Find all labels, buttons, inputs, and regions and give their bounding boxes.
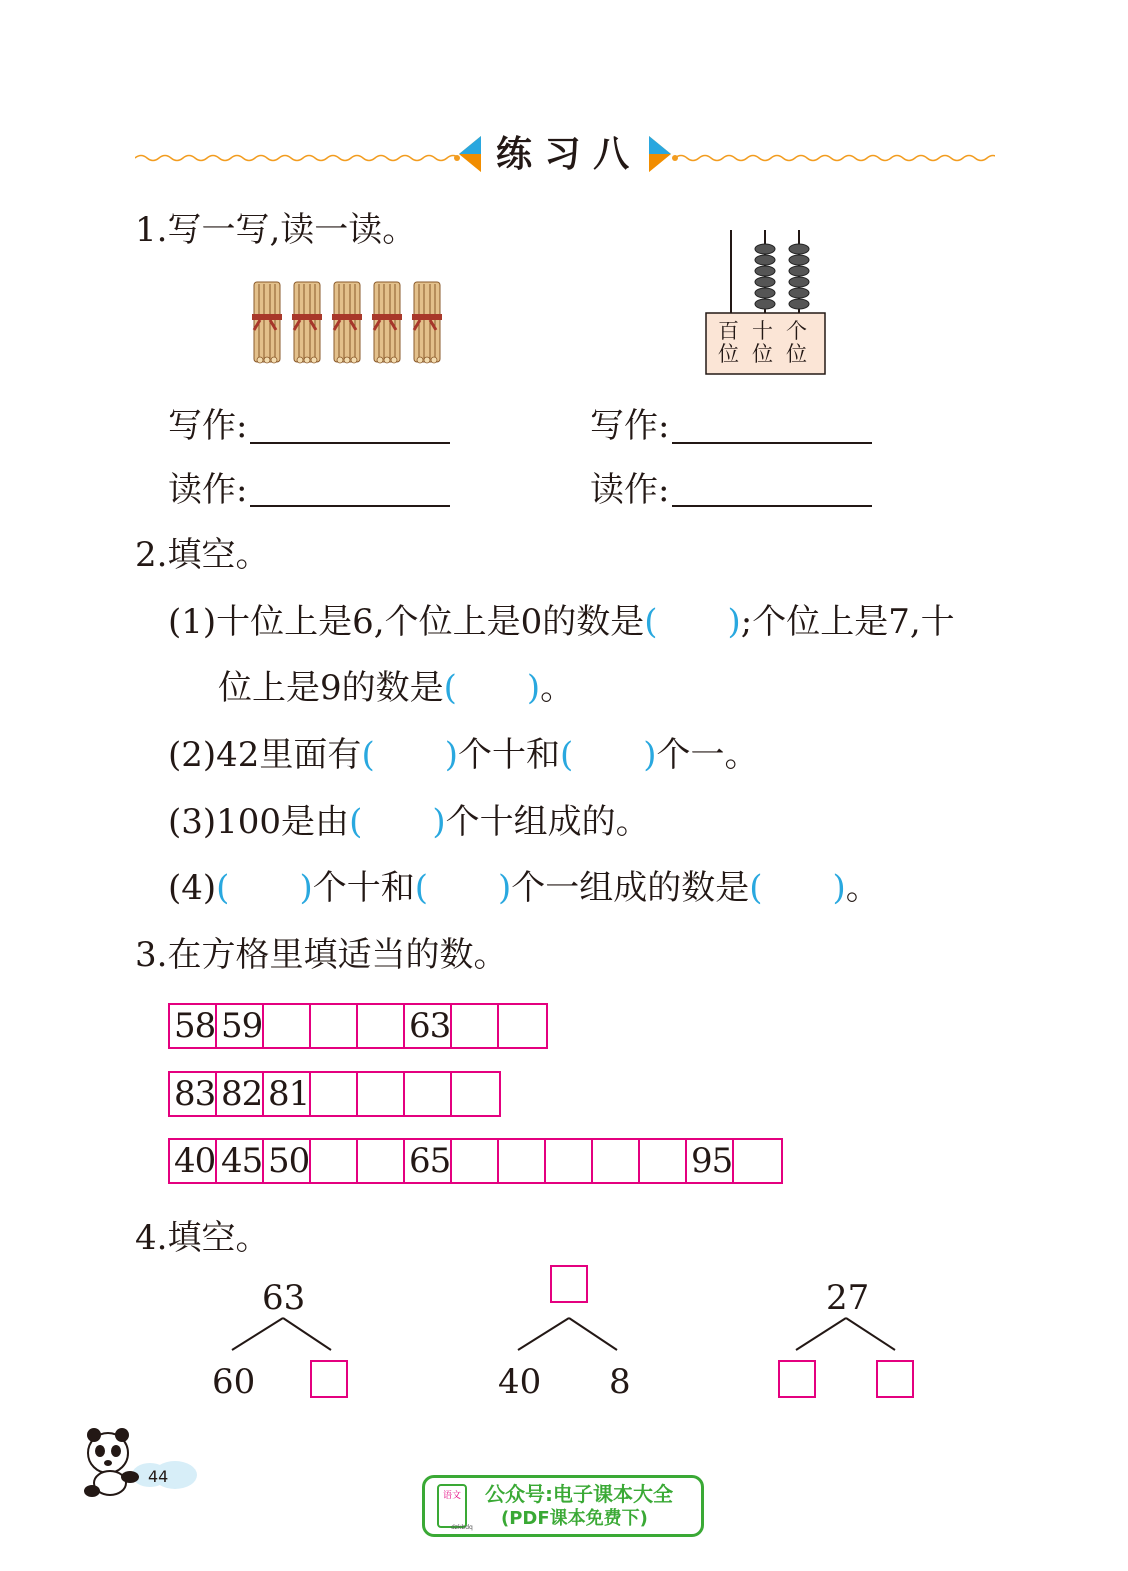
grid-cell: 45: [217, 1140, 264, 1182]
grid-cell: 83: [170, 1073, 217, 1115]
q2-part2: (2)42里面有( )个十和( )个一。: [168, 735, 759, 775]
place-label-tens: 十位: [752, 319, 773, 366]
grid-cell[interactable]: [311, 1005, 358, 1047]
tree3-right-box[interactable]: [876, 1360, 914, 1398]
grid-cell: 50: [264, 1140, 311, 1182]
left-triangle-icon: [455, 134, 485, 174]
badge-line1: 公众号:电子课本大全: [485, 1482, 673, 1506]
stick-bundles-image: [250, 280, 450, 370]
grid-cell: 82: [217, 1073, 264, 1115]
blank-open: (: [644, 602, 658, 642]
q2-part3: (3)100是由( )个十组成的。: [168, 802, 650, 842]
q1-read-label-left: 读作:: [168, 470, 248, 510]
page-number: 44: [148, 1467, 169, 1486]
grid-cell: 58: [170, 1005, 217, 1047]
grid-cell: 65: [405, 1140, 452, 1182]
grid-cell[interactable]: [311, 1140, 358, 1182]
q3-grid-row3: [168, 1138, 783, 1184]
grid-cell[interactable]: [452, 1140, 499, 1182]
grid-cell: 63: [405, 1005, 452, 1047]
tree3-left-box[interactable]: [778, 1360, 816, 1398]
q2-part1-line1: (1)十位上是6,个位上是0的数是( );个位上是7,十: [168, 602, 955, 642]
tree2-top-box[interactable]: [550, 1265, 588, 1303]
tree1-left: 60: [212, 1362, 256, 1402]
grid-cell[interactable]: [593, 1140, 640, 1182]
q3-label: 3.在方格里填适当的数。: [135, 935, 508, 975]
tree2-left: 40: [498, 1362, 542, 1402]
page-title: 练 习 八: [496, 134, 630, 175]
wechat-badge: [422, 1475, 704, 1537]
q1-write-answer-right[interactable]: [672, 442, 872, 444]
grid-cell[interactable]: [499, 1005, 546, 1047]
grid-cell[interactable]: [311, 1073, 358, 1115]
q1-read-label-right: 读作:: [590, 470, 670, 510]
grid-cell[interactable]: [499, 1140, 546, 1182]
grid-cell[interactable]: [358, 1073, 405, 1115]
panda-icon: [80, 1425, 200, 1505]
q4-label: 4.填空。: [135, 1218, 270, 1258]
grid-cell[interactable]: [734, 1140, 781, 1182]
grid-cell: 81: [264, 1073, 311, 1115]
q1-write-label-left: 写作:: [168, 406, 248, 446]
grid-cell[interactable]: [452, 1005, 499, 1047]
grid-cell[interactable]: [405, 1073, 452, 1115]
tree1-top: 63: [262, 1278, 306, 1318]
q2-part4: (4)( )个十和( )个一组成的数是( )。: [168, 868, 880, 908]
grid-cell: 95: [687, 1140, 734, 1182]
place-label-hundreds: 百位: [718, 319, 739, 366]
badge-small-text: dzkbdq: [451, 1524, 473, 1531]
grid-cell: 40: [170, 1140, 217, 1182]
grid-cell[interactable]: [452, 1073, 499, 1115]
q1-read-answer-left[interactable]: [250, 505, 450, 507]
place-label-ones: 个位: [786, 319, 807, 366]
q3-grid-row1: [168, 1003, 548, 1049]
q1-label: 1.写一写,读一读。: [135, 210, 417, 250]
grid-cell: 59: [217, 1005, 264, 1047]
q2-part1-line2: 位上是9的数是( )。: [218, 668, 575, 708]
q2-label: 2.填空。: [135, 535, 270, 575]
right-triangle-icon: [645, 134, 675, 174]
q1-write-label-right: 写作:: [590, 406, 670, 446]
blank-close: ): [727, 602, 741, 642]
q3-grid-row2: [168, 1071, 501, 1117]
grid-cell[interactable]: [640, 1140, 687, 1182]
badge-line2: (PDF课本免费下): [501, 1508, 648, 1529]
grid-cell[interactable]: [546, 1140, 593, 1182]
q1-read-answer-right[interactable]: [672, 505, 872, 507]
tree1-right-box[interactable]: [310, 1360, 348, 1398]
grid-cell[interactable]: [358, 1140, 405, 1182]
grid-cell[interactable]: [264, 1005, 311, 1047]
book-icon: 语文: [437, 1484, 467, 1528]
tree3-top: 27: [826, 1278, 870, 1318]
tree2-right: 8: [609, 1362, 631, 1402]
q1-write-answer-left[interactable]: [250, 442, 450, 444]
grid-cell[interactable]: [358, 1005, 405, 1047]
